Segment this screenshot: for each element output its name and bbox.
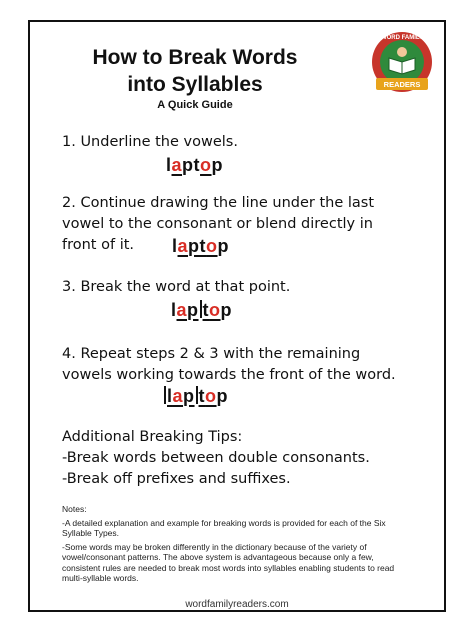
step-2-line-2: vowel to the consonant or blend directly in [62,216,373,232]
vowel-letter: a [177,236,189,256]
syllable-break [164,386,166,404]
example-word-step-2 [172,236,229,257]
example-word-step-1 [166,155,223,176]
notes-heading: Notes: [62,504,87,514]
step-2-line-3: front of it. [62,237,135,253]
tip-item: -Break off prefixes and suffixes. [62,471,291,487]
tips-heading: Additional Breaking Tips: [62,429,243,445]
letter: l [166,155,172,175]
vowel-letter: a [176,300,188,320]
step-1-line-1: 1. Underline the vowels. [62,134,238,150]
letter: l [172,236,178,256]
vowel-letter: o [200,155,212,175]
word-family-readers-logo [367,28,437,98]
letter: p [216,386,229,406]
vowel-letter: a [172,386,184,406]
vowel-letter: o [206,236,218,256]
step-1 [62,132,238,153]
underlined-consonant: t [202,300,210,320]
example-word-step-3 [171,300,232,321]
notes-section [62,504,412,587]
underlined-consonant: p [187,300,199,320]
logo-text-bottom: READERS [383,80,421,89]
page-title [70,44,320,98]
vowel-letter: a [171,155,183,175]
step-4 [62,344,396,386]
step-4-line-1: 4. Repeat steps 2 & 3 with the remaining [62,346,361,362]
example-word-step-4 [163,386,228,407]
logo-text-top: WORD FAMILY [380,35,424,41]
underlined-consonant: t [198,386,206,406]
step-3 [62,277,290,298]
note-item: -Some words may be broken differently in the dictionary because of the variety of vowel/consonant patterns. The above system is advantageous because only a few, consistent rules are needed to break most words into syllables enabling students to read multi-syllable words. [62,541,395,583]
logo-reader-head [397,47,407,57]
underlined-consonants: pt [188,236,207,256]
tip-item: -Break words between double consonants. [62,450,370,466]
step-2-line-1: 2. Continue drawing the line under the last [62,195,375,211]
vowel-letter: o [209,300,221,320]
note-item: -A detailed explanation and example for breaking words is provided for each of the Six Syllable Types. [62,517,386,538]
letter: p [220,300,233,320]
underlined-consonant: l [167,386,173,406]
syllable-break [196,386,198,404]
title-line-2: into Syllables [127,73,263,96]
title-line-1: How to Break Words [92,46,298,69]
vowel-letter: o [205,386,217,406]
underlined-consonant: p [183,386,195,406]
step-4-line-2: vowels working towards the front of the word. [62,367,396,383]
letter: l [171,300,177,320]
letter: p [211,155,224,175]
syllable-break [200,300,202,318]
footer-url: wordfamilyreaders.com [185,599,289,610]
additional-tips [62,427,370,490]
page-subtitle: A Quick Guide [157,99,233,111]
letter: p [217,236,230,256]
step-3-line-1: 3. Break the word at that point. [62,279,291,295]
letter: pt [182,155,201,175]
